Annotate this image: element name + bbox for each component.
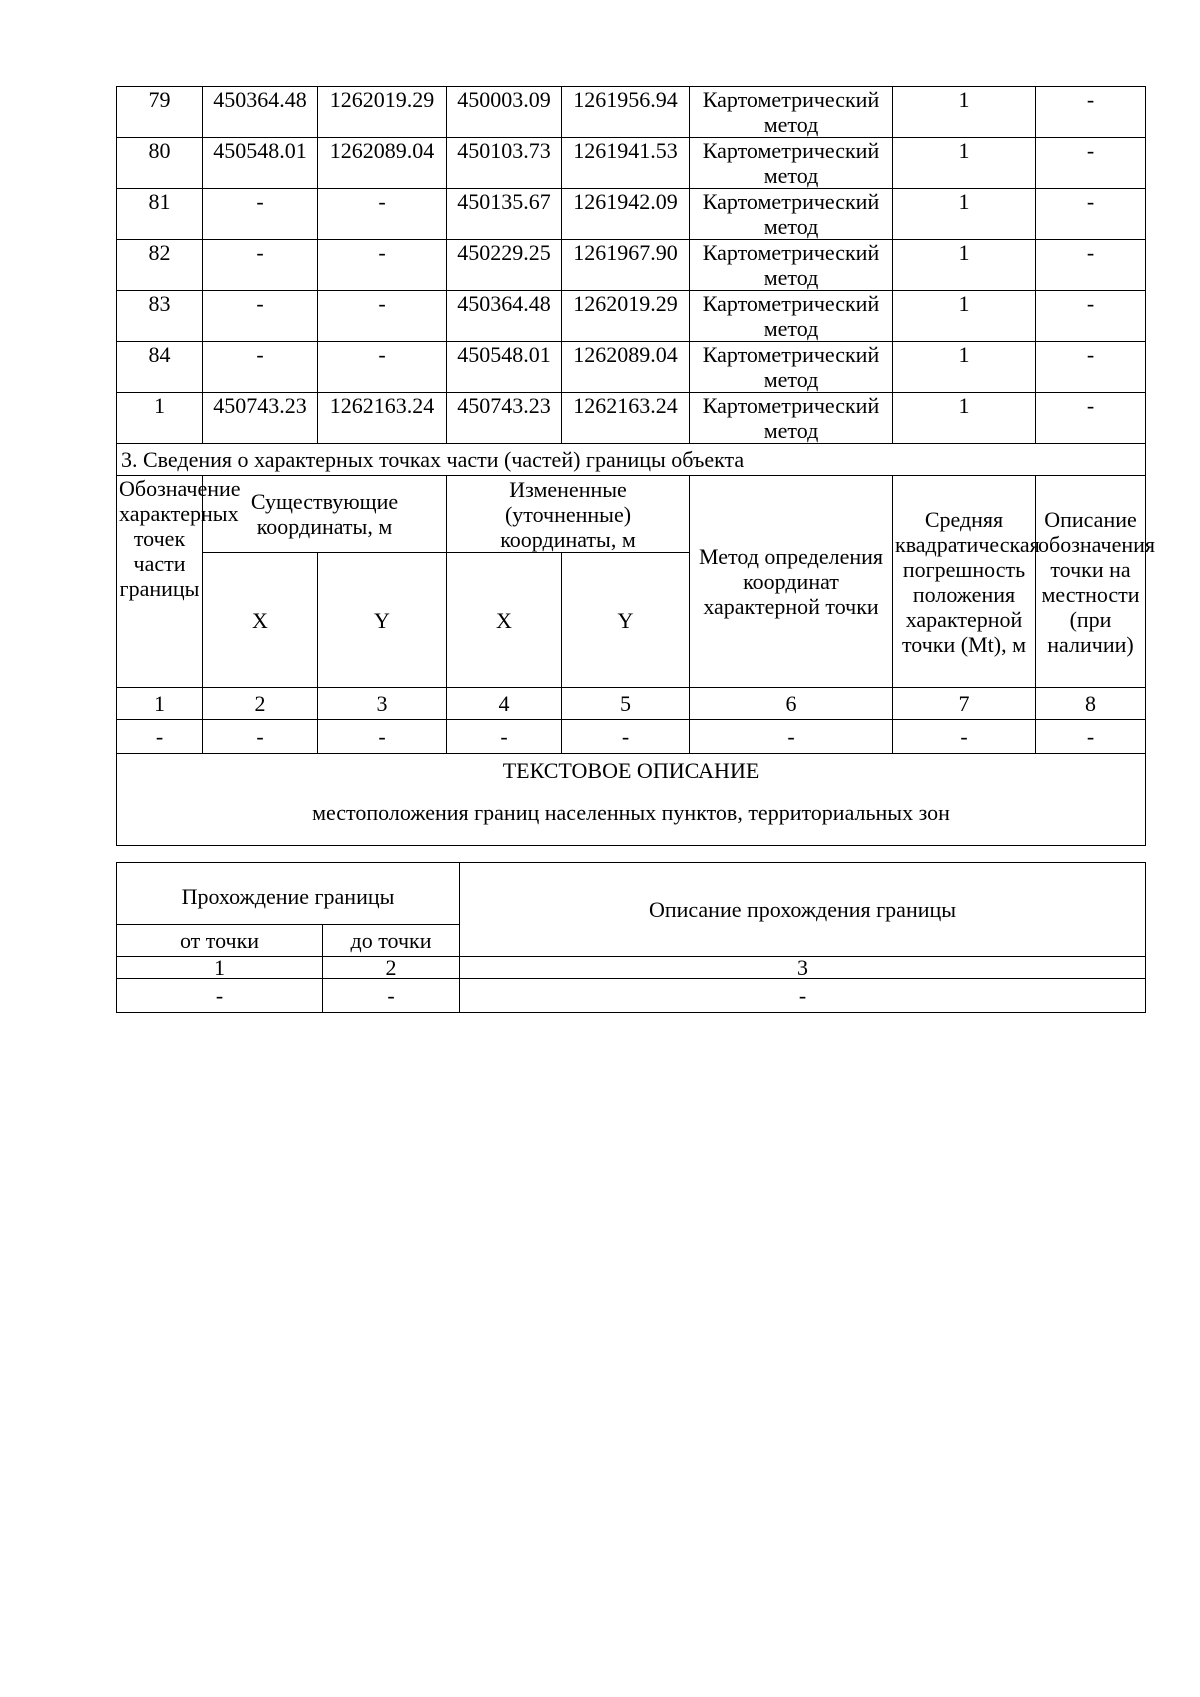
method-cell: [690, 393, 893, 444]
method-cell: [690, 240, 893, 291]
point-description-value: -: [1036, 393, 1146, 444]
changed-x-value: 450548.01: [447, 342, 562, 393]
existing-x-value: -: [203, 189, 318, 240]
method-text: метод: [763, 418, 819, 443]
existing-y-value: 1262019.29: [318, 87, 447, 138]
section3-title: 3. Сведения о характерных точках части (частей) границы объекта: [117, 444, 1146, 476]
header-existing-coords: Существующие координаты, м: [203, 476, 447, 553]
existing-x-value: -: [203, 342, 318, 393]
mean-error-value: 1: [893, 291, 1036, 342]
empty-cell: -: [893, 720, 1036, 754]
points-body: [117, 87, 1146, 444]
point-row: [117, 87, 1146, 138]
empty-cell: -: [318, 720, 447, 754]
column-number: 3: [460, 957, 1146, 979]
method-text: Картометрический: [702, 240, 880, 265]
text-description-subtitle: местоположения границ населенных пунктов, территориальных зон: [312, 800, 950, 825]
method-text: Картометрический: [702, 138, 880, 163]
point-description-value: -: [1036, 342, 1146, 393]
header-to-point: до точки: [323, 925, 460, 957]
column-number: 1: [117, 688, 203, 720]
changed-x-value: 450103.73: [447, 138, 562, 189]
boundary-passage-table: [116, 862, 1146, 1013]
mean-error-value: 1: [893, 240, 1036, 291]
header-changed-coords: Измененные (уточненные) координаты, м: [447, 476, 690, 553]
section3-body: [117, 444, 1156, 846]
column-number: 2: [203, 688, 318, 720]
column-number: 7: [893, 688, 1036, 720]
method-text: Картометрический: [702, 393, 880, 418]
mean-error-value: 1: [893, 138, 1036, 189]
point-description-value: -: [1036, 87, 1146, 138]
method-text: метод: [763, 367, 819, 392]
point-number: 79: [117, 87, 203, 138]
header-mean-error: Средняя квадратическая погрешность положения характерной точки (Mt), м: [893, 476, 1036, 688]
mean-error-value: 1: [893, 393, 1036, 444]
method-text: Картометрический: [702, 342, 880, 367]
point-number: 80: [117, 138, 203, 189]
changed-y-value: 1262019.29: [562, 291, 690, 342]
method-cell: [690, 87, 893, 138]
empty-cell: -: [447, 720, 562, 754]
header-changed-x: X: [447, 553, 562, 688]
method-text: метод: [763, 214, 819, 239]
existing-x-value: 450743.23: [203, 393, 318, 444]
changed-x-value: 450135.67: [447, 189, 562, 240]
existing-y-value: 1262089.04: [318, 138, 447, 189]
header-existing-x: X: [203, 553, 318, 688]
mean-error-value: 1: [893, 189, 1036, 240]
point-description-value: -: [1036, 291, 1146, 342]
empty-cell: -: [203, 720, 318, 754]
point-row: [117, 240, 1146, 291]
changed-x-value: 450364.48: [447, 291, 562, 342]
point-number: 82: [117, 240, 203, 291]
existing-x-value: 450548.01: [203, 138, 318, 189]
point-number: 83: [117, 291, 203, 342]
header-changed-y: Y: [562, 553, 690, 688]
empty-cell: -: [460, 979, 1146, 1013]
point-row: [117, 138, 1146, 189]
method-cell: [690, 189, 893, 240]
header-boundary-description: Описание прохождения границы: [460, 863, 1146, 957]
method-cell: [690, 291, 893, 342]
changed-y-value: 1262089.04: [562, 342, 690, 393]
column-number: 4: [447, 688, 562, 720]
point-row: [117, 189, 1146, 240]
changed-y-value: 1261941.53: [562, 138, 690, 189]
method-text: метод: [763, 163, 819, 188]
point-row: [117, 291, 1146, 342]
boundary-empty-row: [117, 979, 1146, 1013]
existing-x-value: 450364.48: [203, 87, 318, 138]
empty-cell: -: [1036, 720, 1146, 754]
header-from-point: от точки: [117, 925, 323, 957]
column-numbers-row: [117, 688, 1146, 720]
point-number: 1: [117, 393, 203, 444]
method-text: Картометрический: [702, 291, 880, 316]
changed-y-value: 1261942.09: [562, 189, 690, 240]
method-cell: [690, 342, 893, 393]
point-description-value: -: [1036, 138, 1146, 189]
point-number: 81: [117, 189, 203, 240]
point-number: 84: [117, 342, 203, 393]
point-description-value: -: [1036, 189, 1146, 240]
point-row: [117, 393, 1146, 444]
empty-cell: -: [690, 720, 893, 754]
existing-y-value: -: [318, 342, 447, 393]
text-description-title: ТЕКСТОВОЕ ОПИСАНИЕ: [502, 758, 760, 783]
existing-x-value: -: [203, 240, 318, 291]
existing-y-value: -: [318, 291, 447, 342]
changed-y-value: 1262163.24: [562, 393, 690, 444]
column-number: 3: [318, 688, 447, 720]
existing-y-value: -: [318, 189, 447, 240]
mean-error-value: 1: [893, 342, 1036, 393]
method-text: метод: [763, 112, 819, 137]
mean-error-value: 1: [893, 87, 1036, 138]
column-number: 2: [323, 957, 460, 979]
changed-y-value: 1261967.90: [562, 240, 690, 291]
empty-data-row: [117, 720, 1146, 754]
column-number: 1: [117, 957, 323, 979]
empty-cell: -: [117, 979, 323, 1013]
empty-cell: -: [562, 720, 690, 754]
method-cell: [690, 138, 893, 189]
empty-cell: -: [117, 720, 203, 754]
method-text: Картометрический: [702, 87, 880, 112]
method-text: метод: [763, 265, 819, 290]
changed-y-value: 1261956.94: [562, 87, 690, 138]
header-existing-y: Y: [318, 553, 447, 688]
changed-x-value: 450003.09: [447, 87, 562, 138]
changed-x-value: 450229.25: [447, 240, 562, 291]
column-number: 8: [1036, 688, 1146, 720]
point-row: [117, 342, 1146, 393]
method-text: метод: [763, 316, 819, 341]
text-description-block: [117, 754, 1146, 846]
header-method: Метод определения координат характерной точки: [690, 476, 893, 688]
column-number: 6: [690, 688, 893, 720]
existing-x-value: -: [203, 291, 318, 342]
existing-y-value: -: [318, 240, 447, 291]
header-point-description: Описание обозначения точки на местности (при наличии): [1036, 476, 1146, 688]
existing-y-value: 1262163.24: [318, 393, 447, 444]
boundary-column-numbers-row: [117, 957, 1146, 979]
header-boundary-passage: Прохождение границы: [117, 863, 460, 925]
coordinates-table: [116, 86, 1156, 846]
empty-cell: -: [323, 979, 460, 1013]
point-description-value: -: [1036, 240, 1146, 291]
changed-x-value: 450743.23: [447, 393, 562, 444]
column-number: 5: [562, 688, 690, 720]
header-point-designation: Обозначение характерных точек части границы: [117, 476, 203, 688]
method-text: Картометрический: [702, 189, 880, 214]
